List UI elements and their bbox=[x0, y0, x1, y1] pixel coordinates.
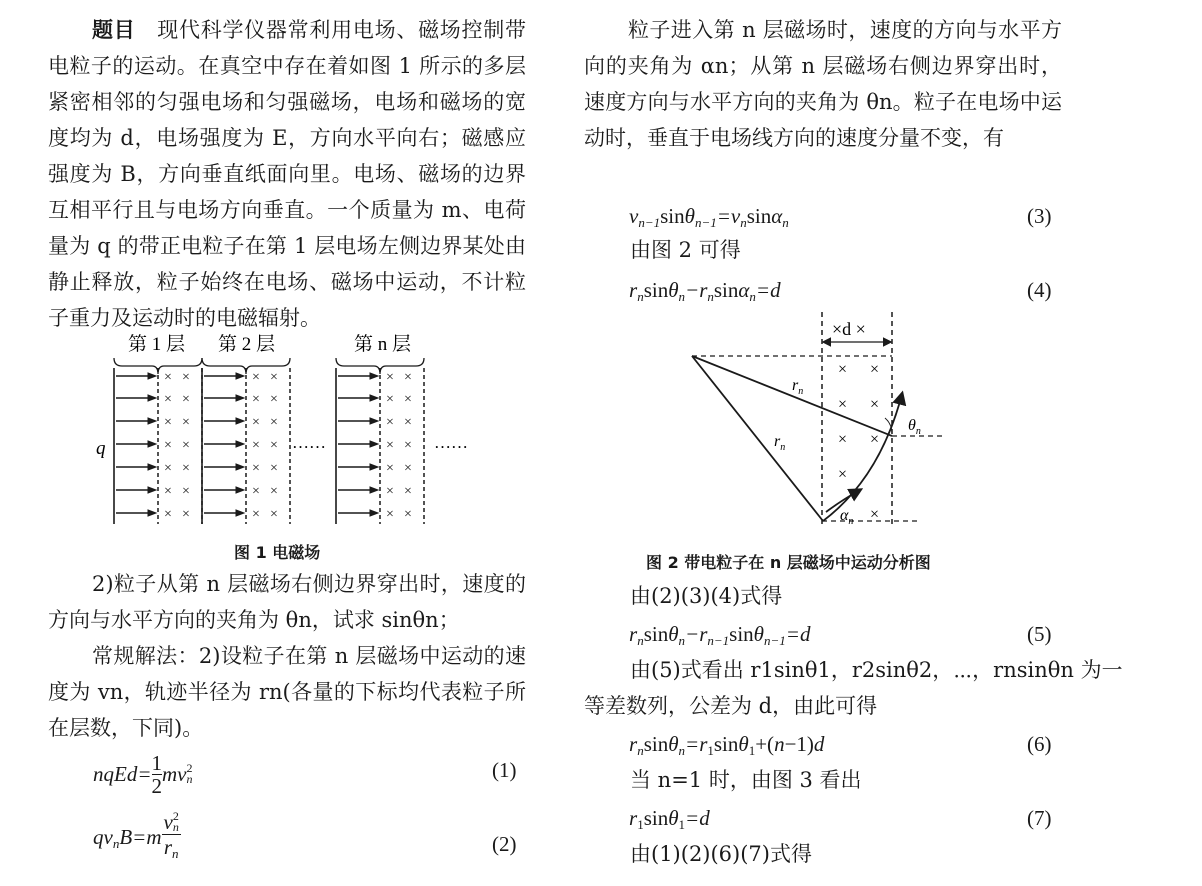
arrowhead bbox=[370, 373, 378, 379]
arrowhead bbox=[236, 373, 244, 379]
magnetic-field-x-mark: × bbox=[182, 507, 190, 522]
figure-1-electromagnetic-field bbox=[90, 328, 490, 534]
layer-1-label: 第 1 层 bbox=[128, 334, 186, 355]
question-2-text: 2)粒子从第 n 层磁场右侧边界穿出时，速度的方向与水平方向的夹角为 θn，试求 sinθn； bbox=[48, 572, 526, 632]
final-derivation-text: 由(1)(2)(6)(7)式得 bbox=[630, 842, 812, 866]
figure-2-caption: 图 2 带电粒子在 n 层磁场中运动分析图 bbox=[646, 553, 931, 572]
magnetic-field-x-mark: × bbox=[386, 370, 394, 385]
solution-intro-text: 常规解法：2)设粒子在第 n 层磁场中运动的速度为 vn，轨迹半径为 rn(各量的下标均代表粒子所在层数，下同)。 bbox=[48, 644, 526, 740]
magnetic-field-x-mark: × bbox=[164, 484, 172, 499]
magnetic-field-x-mark: × bbox=[182, 370, 190, 385]
from-figure-2-text: 由图 2 可得 bbox=[630, 238, 741, 262]
arrowhead bbox=[236, 441, 244, 447]
magnetic-field-x-mark: × bbox=[270, 415, 278, 430]
charge-q-label: q bbox=[96, 438, 106, 459]
ellipsis-2: …… bbox=[434, 433, 468, 452]
magnetic-field-x-mark: × bbox=[182, 438, 190, 453]
equation-7: $r_1\sin\theta_1=d$ bbox=[629, 806, 710, 832]
magnetic-field-x-mark: × bbox=[386, 438, 394, 453]
equation-2: $qv_nB=m$ v 2 n $r_n$ bbox=[93, 809, 179, 861]
magnetic-field-x-mark: × bbox=[870, 506, 880, 523]
magnetic-field-x-mark: × bbox=[164, 507, 172, 522]
magnetic-field-x-mark: × bbox=[386, 484, 394, 499]
magnetic-field-x-mark: × bbox=[252, 415, 260, 430]
arrowhead bbox=[148, 487, 156, 493]
arrowhead bbox=[148, 373, 156, 379]
equation-7-number: (7) bbox=[1027, 806, 1052, 830]
layer-n-label: 第 n 层 bbox=[354, 334, 412, 355]
arrowhead bbox=[370, 464, 378, 470]
arrowhead bbox=[370, 441, 378, 447]
magnetic-field-x-mark: × bbox=[164, 461, 172, 476]
arrowhead bbox=[236, 418, 244, 424]
magnetic-field-x-mark: × bbox=[404, 507, 412, 522]
magnetic-field-x-mark: × bbox=[838, 361, 848, 378]
alpha-n-label: $\alpha_n$ bbox=[840, 507, 854, 527]
arrowhead bbox=[236, 510, 244, 516]
magnetic-field-x-mark: × bbox=[252, 484, 260, 499]
arrowhead bbox=[148, 464, 156, 470]
equation-4-number: (4) bbox=[1027, 278, 1052, 302]
magnetic-field-x-mark: × bbox=[164, 392, 172, 407]
problem-text: 现代科学仪器常利用电场、磁场控制带电粒子的运动。在真空中存在着如图 1 所示的多层紧密相邻的匀强电场和匀强磁场，电场和磁场的宽度均为 d，电场强度为 E，方向水平向右；磁感应强度为 B，方向垂直纸面向里。电场、磁场的边界互相平行且与电场方向垂直。一个质量为 m、电荷量为 q 的带正电粒子在第 1 层电场左侧边界某处由静止释放，粒子始终在电场、磁场中运动，不计粒子重力及运动时的电磁辐射。 bbox=[48, 18, 527, 330]
equation-1: nqEd= $\frac{1}{2}$ mv 2 n bbox=[93, 751, 193, 798]
d-width-label: ×d × bbox=[832, 319, 866, 339]
when-n-equals-1-text: 当 n=1 时，由图 3 看出 bbox=[630, 768, 862, 792]
magnetic-field-x-mark: × bbox=[270, 438, 278, 453]
equation-3: $v_{n-1}\sin\theta_{n-1}=v_n\sin\alpha_n$ bbox=[629, 204, 789, 230]
equation-5: $r_n\sin\theta_n-r_{n-1}\sin\theta_{n-1}=d$ bbox=[629, 622, 811, 648]
magnetic-field-x-mark: × bbox=[870, 361, 880, 378]
magnetic-field-x-mark: × bbox=[404, 438, 412, 453]
figure-2-motion-analysis bbox=[680, 308, 970, 534]
magnetic-field-x-mark: × bbox=[386, 415, 394, 430]
derive-from-234-text: 由(2)(3)(4)式得 bbox=[630, 584, 783, 608]
layer-2-label: 第 2 层 bbox=[218, 334, 276, 355]
arrowhead bbox=[370, 487, 378, 493]
magnetic-field-x-mark: × bbox=[270, 484, 278, 499]
arrowhead bbox=[370, 418, 378, 424]
sequence-text-line-2: 等差数列，公差为 d，由此可得 bbox=[584, 694, 878, 718]
magnetic-field-x-mark: × bbox=[182, 484, 190, 499]
equation-1-number: (1) bbox=[492, 758, 517, 782]
theta-n-label: $\theta_n$ bbox=[908, 417, 921, 437]
magnetic-field-x-mark: × bbox=[404, 392, 412, 407]
magnetic-field-x-mark: × bbox=[164, 438, 172, 453]
magnetic-field-x-mark: × bbox=[252, 392, 260, 407]
magnetic-field-x-mark: × bbox=[404, 461, 412, 476]
arrowhead bbox=[148, 510, 156, 516]
right-intro-text: 粒子进入第 n 层磁场时，速度的方向与水平方向的夹角为 αn；从第 n 层磁场右侧边界穿出时，速度方向与水平方向的夹角为 θn。粒子在电场中运动时，垂直于电场线方向的速度分量不变，有 bbox=[584, 18, 1062, 150]
magnetic-field-x-mark: × bbox=[270, 507, 278, 522]
equation-6: $r_n\sin\theta_n=r_1\sin\theta_1+(n-1)d$ bbox=[629, 732, 825, 758]
magnetic-field-x-mark: × bbox=[252, 370, 260, 385]
magnetic-field-x-mark: × bbox=[386, 507, 394, 522]
magnetic-field-x-mark: × bbox=[182, 392, 190, 407]
arrowhead bbox=[236, 487, 244, 493]
radius-label-lower: $r_n$ bbox=[774, 433, 786, 453]
equation-4: $r_n\sin\theta_n-r_n\sin\alpha_n=d$ bbox=[629, 278, 781, 304]
magnetic-field-x-mark: × bbox=[404, 484, 412, 499]
arrowhead bbox=[148, 418, 156, 424]
sequence-text-line-1: 由(5)式看出 r1sinθ1，r2sinθ2，⋯，rnsinθn 为一 bbox=[630, 658, 1123, 682]
problem-paragraph bbox=[48, 12, 526, 336]
ellipsis-1: …… bbox=[292, 433, 326, 452]
equation-3-number: (3) bbox=[1027, 204, 1052, 228]
arrowhead bbox=[148, 395, 156, 401]
arrowhead bbox=[370, 510, 378, 516]
problem-heading: 题目 bbox=[92, 18, 136, 42]
magnetic-field-x-mark: × bbox=[182, 461, 190, 476]
magnetic-field-x-mark: × bbox=[870, 396, 880, 413]
magnetic-field-x-mark: × bbox=[252, 438, 260, 453]
magnetic-field-x-mark: × bbox=[404, 415, 412, 430]
radius-label-upper: $r_n$ bbox=[792, 377, 804, 397]
magnetic-field-x-mark: × bbox=[386, 461, 394, 476]
figure-1-caption: 图 1 电磁场 bbox=[234, 543, 321, 562]
magnetic-field-x-mark: × bbox=[870, 431, 880, 448]
magnetic-field-x-mark: × bbox=[252, 507, 260, 522]
magnetic-field-x-mark: × bbox=[404, 370, 412, 385]
magnetic-field-x-mark: × bbox=[838, 431, 848, 448]
arrowhead bbox=[370, 395, 378, 401]
magnetic-field-x-mark: × bbox=[838, 466, 848, 483]
arrowhead bbox=[236, 464, 244, 470]
magnetic-field-x-mark: × bbox=[252, 461, 260, 476]
magnetic-field-x-mark: × bbox=[164, 370, 172, 385]
arrowhead bbox=[236, 395, 244, 401]
equation-6-number: (6) bbox=[1027, 732, 1052, 756]
magnetic-field-x-mark: × bbox=[182, 415, 190, 430]
magnetic-field-x-mark: × bbox=[270, 461, 278, 476]
magnetic-field-x-mark: × bbox=[164, 415, 172, 430]
magnetic-field-x-mark: × bbox=[386, 392, 394, 407]
arrowhead bbox=[148, 441, 156, 447]
magnetic-field-x-mark: × bbox=[270, 370, 278, 385]
equation-2-number: (2) bbox=[492, 832, 517, 856]
magnetic-field-x-mark: × bbox=[838, 396, 848, 413]
equation-5-number: (5) bbox=[1027, 622, 1052, 646]
magnetic-field-x-mark: × bbox=[270, 392, 278, 407]
